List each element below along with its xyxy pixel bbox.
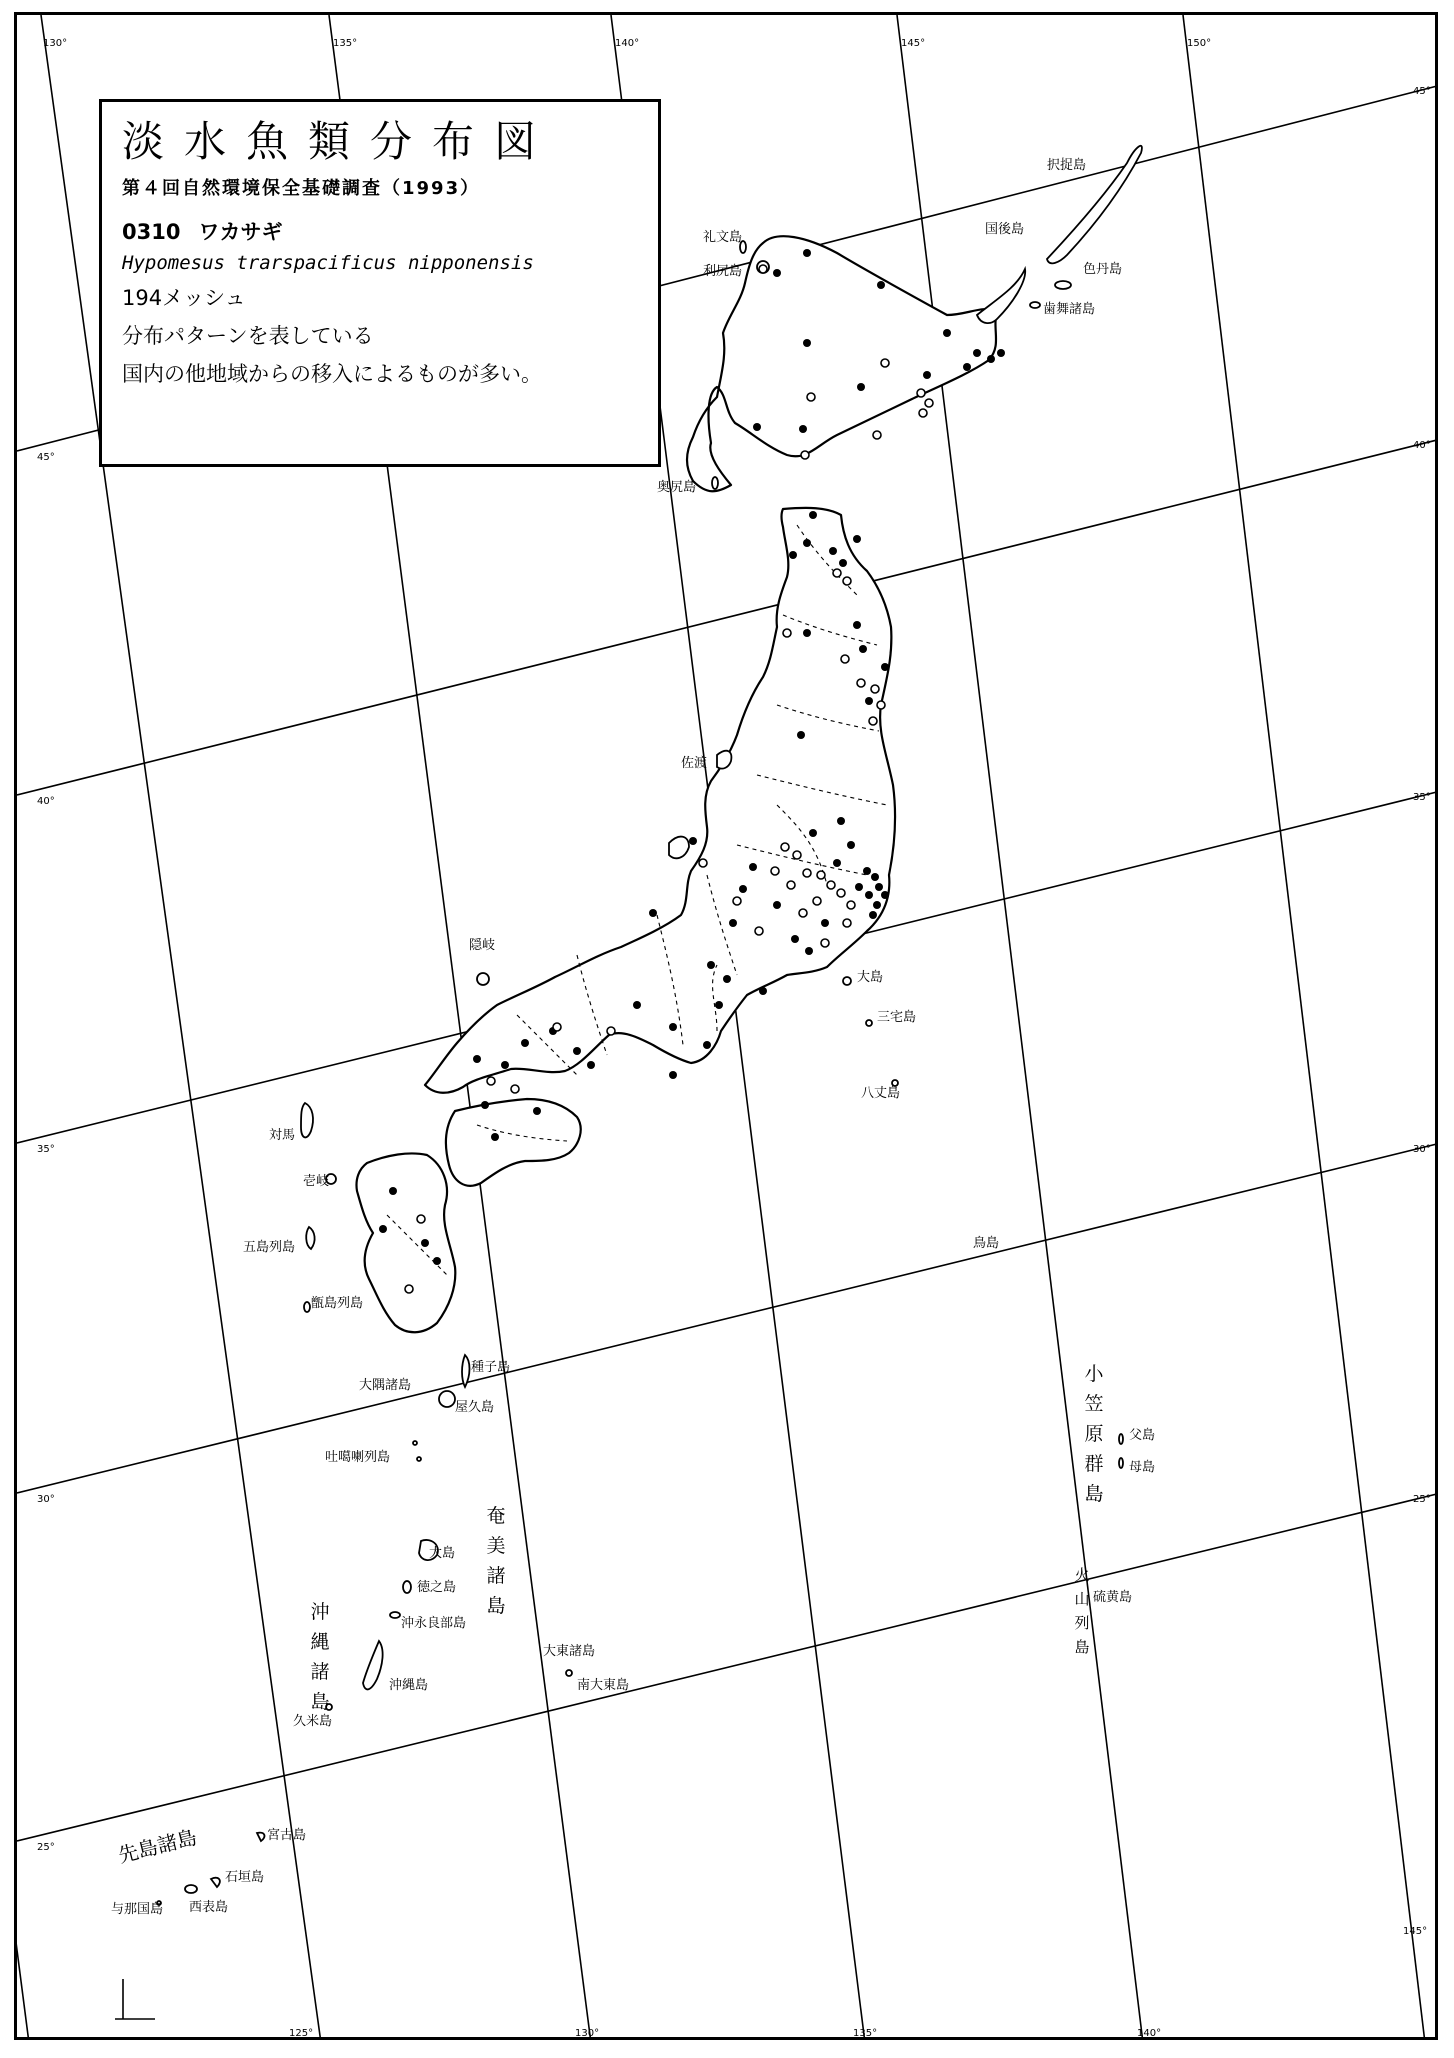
native-point [809, 511, 817, 519]
native-point [871, 873, 879, 881]
label-goto: 五島列島 [243, 1240, 296, 1255]
introduced-point [699, 859, 707, 867]
label-hachijo: 八丈島 [861, 1086, 901, 1101]
lon-label-150-top: 150° [1187, 38, 1212, 49]
label-habomai: 歯舞諸島 [1043, 302, 1096, 317]
native-point [587, 1061, 595, 1069]
introduced-point [837, 889, 845, 897]
native-point [973, 349, 981, 357]
native-point [759, 987, 767, 995]
native-point [859, 645, 867, 653]
lat-label-40-right: 40° [1413, 440, 1431, 451]
native-point [857, 383, 865, 391]
parallel-40 [17, 439, 1438, 795]
native-point [881, 891, 889, 899]
label-iriomote: 西表島 [189, 1900, 229, 1915]
lat-label-30-right: 30° [1413, 1144, 1431, 1155]
introduced-point [841, 655, 849, 663]
label-amami-oshima: 大島 [429, 1546, 456, 1561]
introduced-point [871, 685, 879, 693]
label-tanegashima: 種子島 [471, 1360, 511, 1375]
label-tori: 鳥島 [973, 1236, 1000, 1251]
introduced-point [783, 629, 791, 637]
native-point [847, 841, 855, 849]
label-okinawa-island: 沖縄島 [389, 1678, 429, 1693]
introduced-point [925, 399, 933, 407]
native-point [491, 1133, 499, 1141]
native-point [987, 355, 995, 363]
lat-label-30-left: 30° [37, 1494, 55, 1505]
label-amami-islands: 奄美諸島 [486, 1505, 506, 1617]
native-point [703, 1041, 711, 1049]
label-oshima: 大島 [857, 970, 884, 985]
native-point [707, 961, 715, 969]
native-point [805, 947, 813, 955]
honshu [425, 508, 895, 1093]
introduced-point [771, 867, 779, 875]
mesh-count: 194メッシュ [122, 286, 246, 310]
introduced-point [843, 577, 851, 585]
native-point [501, 1061, 509, 1069]
native-point [739, 885, 747, 893]
label-koshiki: 甑島列島 [311, 1296, 364, 1311]
chichijima-island [1119, 1434, 1123, 1444]
map-title: 淡水魚類分布図 [122, 117, 557, 166]
introduced-point [417, 1215, 425, 1223]
lon-label-135-bottom: 135° [853, 2028, 878, 2039]
lat-label-45-left: 45° [37, 452, 55, 463]
meridian-150 [1183, 15, 1428, 2040]
label-ishigaki: 石垣島 [225, 1870, 265, 1885]
native-point [943, 329, 951, 337]
introduced-point [487, 1077, 495, 1085]
native-point [855, 883, 863, 891]
native-point [473, 1055, 481, 1063]
kunashiri-island [977, 269, 1025, 323]
lat-label-35-left: 35° [37, 1144, 55, 1155]
native-point [803, 339, 811, 347]
introduced-point [857, 679, 865, 687]
lon-label-145-right-bottom: 145° [1403, 1926, 1428, 1937]
miyako-island [257, 1833, 264, 1841]
native-point [715, 1001, 723, 1009]
okinoerabu-island [390, 1612, 400, 1618]
label-okinawa-islands: 沖縄諸島 [310, 1601, 330, 1713]
native-point [997, 349, 1005, 357]
introduced-point [807, 393, 815, 401]
native-point [773, 269, 781, 277]
native-point [689, 837, 697, 845]
species-code: 0310 [122, 220, 181, 244]
native-point [837, 817, 845, 825]
native-point [803, 249, 811, 257]
native-point [379, 1225, 387, 1233]
label-shikotan: 色丹島 [1083, 262, 1123, 277]
introduced-point [759, 265, 767, 273]
native-point [389, 1187, 397, 1195]
native-point [481, 1101, 489, 1109]
label-haha: 母島 [1129, 1460, 1156, 1475]
introduced-point [833, 569, 841, 577]
native-point [421, 1239, 429, 1247]
introduced-point [607, 1027, 615, 1035]
native-point [633, 1001, 641, 1009]
native-point [821, 919, 829, 927]
introduced-point [793, 851, 801, 859]
label-kazan-islands: 火山列島 [1074, 1566, 1090, 1656]
introduced-point [847, 901, 855, 909]
ishigaki-island [211, 1878, 220, 1887]
lat-label-45-right: 45° [1413, 86, 1431, 97]
label-yonaguni: 与那国島 [111, 1902, 164, 1917]
map-frame [14, 12, 1438, 2040]
introduced-point [869, 717, 877, 725]
label-minami-daito: 南大東島 [577, 1678, 630, 1693]
native-point [863, 867, 871, 875]
label-okushiri: 奥尻島 [657, 480, 697, 495]
native-point [791, 935, 799, 943]
okushiri-island [712, 477, 718, 489]
species-line [122, 216, 638, 246]
lon-label-130-bottom: 130° [575, 2028, 600, 2039]
native-point [803, 629, 811, 637]
native-point [839, 559, 847, 567]
shikotan-island [1055, 281, 1071, 289]
info-box [99, 99, 661, 467]
lat-label-25-left: 25° [37, 1842, 55, 1853]
label-miyako: 宮古島 [267, 1828, 307, 1843]
label-tsushima: 対馬 [269, 1128, 296, 1143]
label-etorofu: 択捉島 [1047, 158, 1087, 173]
kyushu [356, 1153, 455, 1332]
oshima-island [843, 977, 851, 985]
note-line-1: 分布パターンを表している [122, 324, 374, 348]
native-point [521, 1039, 529, 1047]
native-point [853, 621, 861, 629]
parallel-30 [17, 1143, 1438, 1493]
noto-peninsula [669, 837, 689, 859]
species-name-jp: ワカサギ [198, 220, 283, 244]
lon-label-125-bottom: 125° [289, 2028, 314, 2039]
native-point [773, 901, 781, 909]
label-yakushima: 屋久島 [455, 1400, 495, 1415]
lon-label-130-top: 130° [43, 38, 68, 49]
tokara-islet [417, 1457, 421, 1461]
native-point [875, 883, 883, 891]
native-point [869, 911, 877, 919]
label-kume: 久米島 [293, 1714, 333, 1729]
native-point [789, 551, 797, 559]
label-sakishima: 先島諸島 [115, 1824, 200, 1868]
native-point [963, 363, 971, 371]
hahajima-island [1119, 1458, 1123, 1468]
native-point [881, 663, 889, 671]
introduced-point [877, 701, 885, 709]
label-daito: 大東諸島 [543, 1644, 596, 1659]
introduced-point [919, 409, 927, 417]
tokara-islet [413, 1441, 417, 1445]
meridian-125 [17, 15, 29, 2040]
introduced-point [799, 909, 807, 917]
introduced-point [813, 897, 821, 905]
lat-label-35-right: 35° [1413, 792, 1431, 803]
native-point [573, 1047, 581, 1055]
lon-label-145-top: 145° [901, 38, 926, 49]
native-point [809, 829, 817, 837]
label-miyake: 三宅島 [877, 1010, 917, 1025]
introduced-point [755, 927, 763, 935]
native-point [803, 539, 811, 547]
label-ogasawara: 小笠原群島 [1084, 1363, 1104, 1505]
yakushima-island [439, 1391, 455, 1407]
introduced-point [827, 881, 835, 889]
native-point [853, 535, 861, 543]
okinawa-island [363, 1641, 383, 1689]
native-point [669, 1023, 677, 1031]
introduced-point [817, 871, 825, 879]
label-oki: 隠岐 [469, 938, 496, 953]
introduced-point [873, 431, 881, 439]
introduced-point [733, 897, 741, 905]
label-chichi: 父島 [1129, 1428, 1156, 1443]
introduced-point [881, 359, 889, 367]
sado-island [717, 751, 731, 769]
native-point [723, 975, 731, 983]
shikoku [446, 1099, 581, 1186]
native-point [873, 901, 881, 909]
lat-label-25-right: 25° [1413, 1494, 1431, 1505]
native-point [797, 731, 805, 739]
label-sado: 佐渡 [681, 756, 708, 771]
label-osumi: 大隅諸島 [359, 1378, 412, 1393]
label-iwo: 硫黄島 [1093, 1590, 1133, 1605]
lon-label-140-bottom: 140° [1137, 2028, 1162, 2039]
native-point [799, 425, 807, 433]
label-kunashiri: 国後島 [985, 222, 1025, 237]
label-okinoerabu: 沖永良部島 [401, 1616, 467, 1631]
native-point [669, 1071, 677, 1079]
native-point [833, 859, 841, 867]
koshiki-islands [304, 1302, 310, 1312]
iriomote-island [185, 1885, 197, 1893]
introduced-point [787, 881, 795, 889]
label-iki: 壱岐 [303, 1174, 330, 1189]
native-point [433, 1257, 441, 1265]
native-point [877, 281, 885, 289]
native-point [865, 697, 873, 705]
parallel-25 [17, 1493, 1438, 1841]
native-point [749, 863, 757, 871]
native-point [829, 547, 837, 555]
note-line-2: 国内の他地域からの移入によるものが多い。 [122, 362, 542, 386]
minami-daito-island [566, 1670, 572, 1676]
introduced-point [803, 869, 811, 877]
tokunoshima-island [403, 1581, 411, 1593]
native-point [865, 891, 873, 899]
introduced-point [843, 919, 851, 927]
native-point [649, 909, 657, 917]
oki-island [477, 973, 489, 985]
species-scientific-name: Hypomesus trarspacificus nipponensis [122, 252, 534, 274]
introduced-point [781, 843, 789, 851]
label-tokara: 吐噶喇列島 [325, 1450, 391, 1465]
lon-label-140-top: 140° [615, 38, 640, 49]
goto-islands [306, 1227, 314, 1249]
introduced-point [917, 389, 925, 397]
native-point [533, 1107, 541, 1115]
introduced-point [553, 1023, 561, 1031]
label-rebun: 礼文島 [703, 230, 743, 245]
introduced-point [801, 451, 809, 459]
survey-title: 第４回自然環境保全基礎調査（1993） [122, 178, 481, 199]
habomai-island [1030, 302, 1040, 308]
native-point [729, 919, 737, 927]
miyake-island [866, 1020, 872, 1026]
native-point [753, 423, 761, 431]
introduced-point [511, 1085, 519, 1093]
label-tokunoshima: 徳之島 [417, 1580, 457, 1595]
lat-label-40-left: 40° [37, 796, 55, 807]
introduced-point [405, 1285, 413, 1293]
corner-mark [115, 1979, 155, 2025]
tsushima-island [301, 1103, 313, 1137]
label-rishiri: 利尻島 [703, 264, 743, 279]
introduced-point [821, 939, 829, 947]
native-point [923, 371, 931, 379]
lon-label-135-top: 135° [333, 38, 358, 49]
